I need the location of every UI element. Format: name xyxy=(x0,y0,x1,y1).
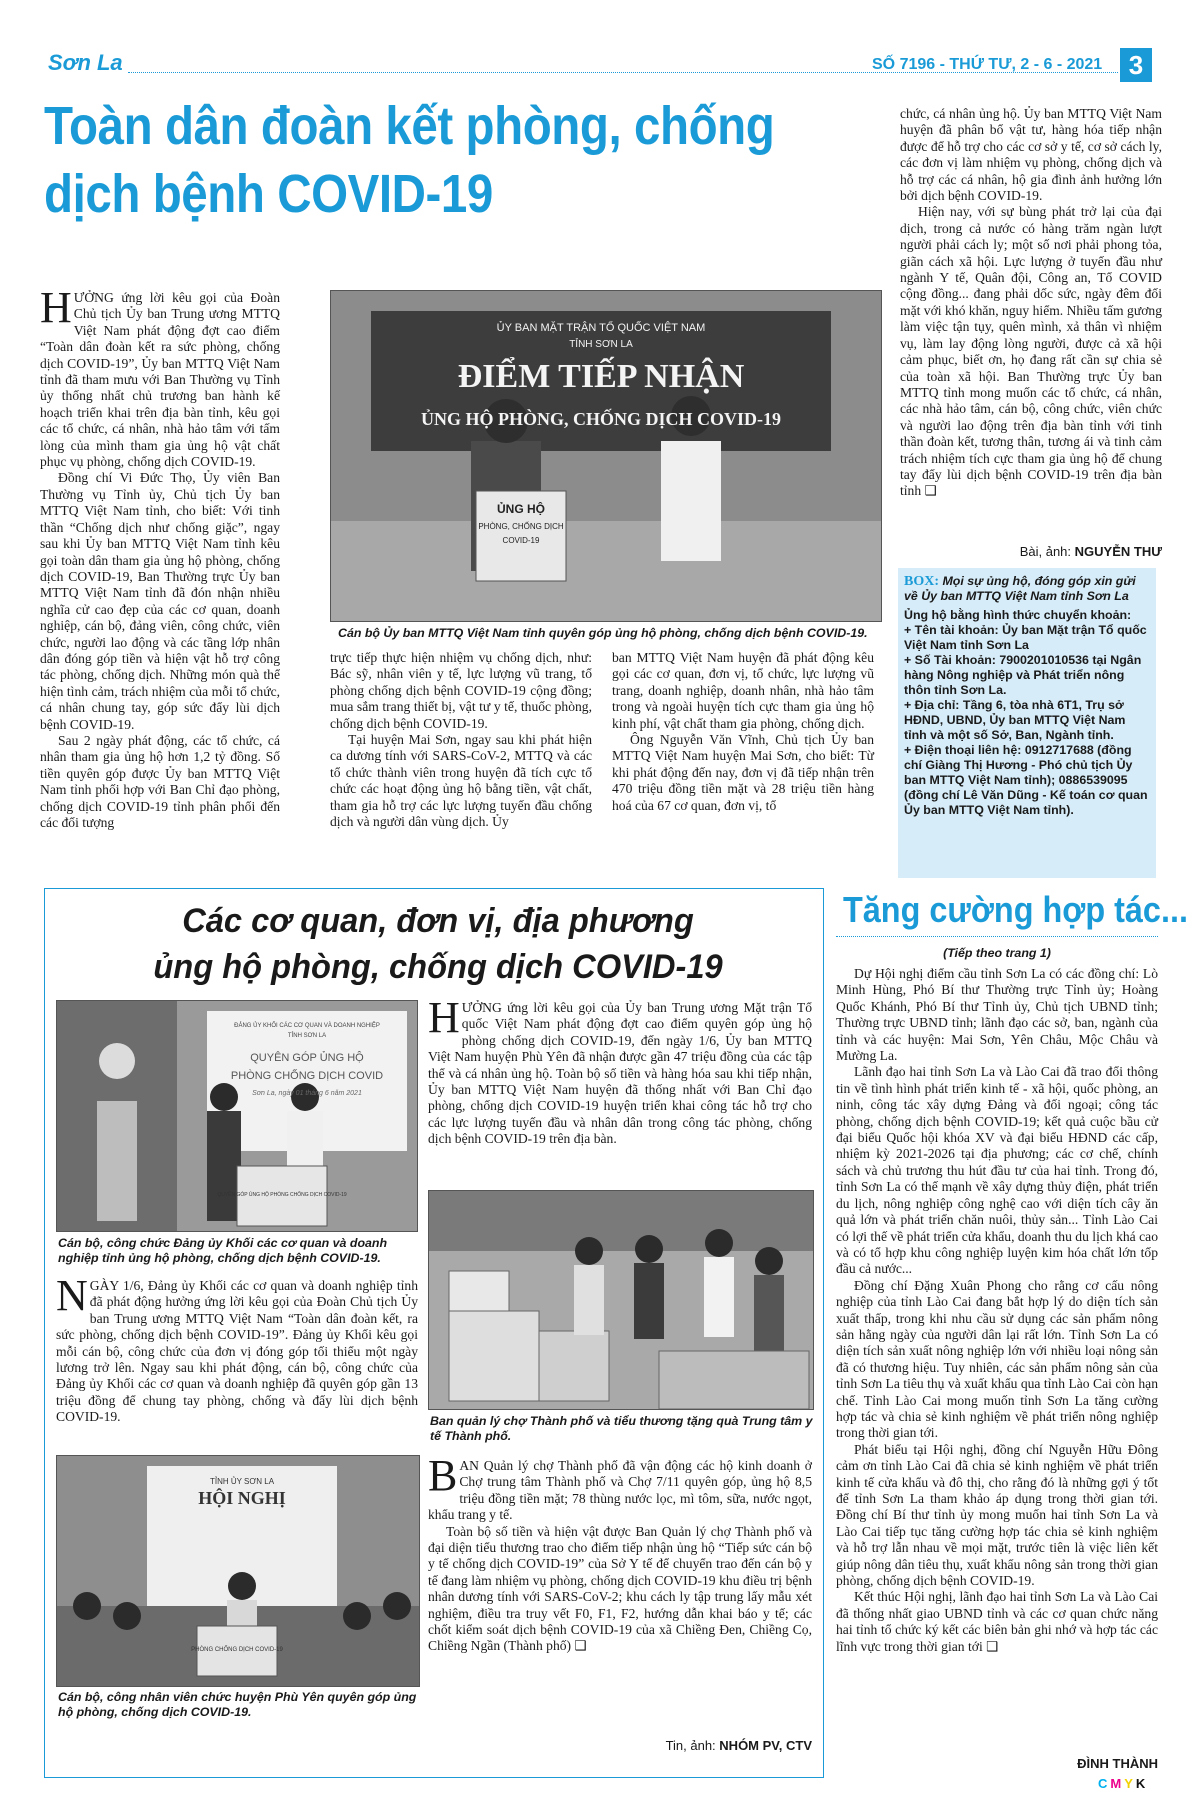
article3-p4: Phát biểu tại Hội nghị, đồng chí Nguyễn Hữu Đông cảm ơn tỉnh Lào Cai đã chia sẻ kinh nghiệm về phát triển kinh tế cửa khẩu và đô thị, cho rằng đó là những gợi ý tốt để tỉnh Sơn La tham khảo áp dụng trong thời gian tới. Đồng chí Bí thư tỉnh ủy mong muốn hai tỉnh Sơn La và Lào Cai tiếp tục tăng cường hợp tác chia sẻ kinh nghiệm và hỗ trợ lẫn nhau về mọi mặt, trước tiên là việc liên kết giúp nông dân tiêu thụ, xuất khẩu nông sản trong thời gian phòng, chống dịch bệnh COVID-19. xyxy=(836,1441,1158,1589)
photo-banner-line4: ỦNG HỘ PHÒNG, CHỐNG DỊCH COVID-19 xyxy=(421,409,781,429)
dropcap: N xyxy=(56,1271,88,1320)
article1-col4-p2: Hiện nay, với sự bùng phát trở lại của đại dịch, trong cả nước có hàng trăm ngàn lượt người phải cách ly; một số nơi phải phong tỏa, giãn cách xã hội. Lực lượng ở tuyến đầu như ngành Y tế, Quân đội, Công an, Tổ COVID cộng đồng... đang phải dốc sức, ngày đêm đối mặt với khó khăn, nguy hiểm. Nhiều tấm gương làm việc tận tụy, quên mình, xả thân vì nhiệm vụ, làm lay động lòng người, được cả xã hội cảm phục, biết ơn, họ đang rất cần sự chia sẻ của toàn xã hội. Ban Thường trực Ủy ban MTTQ tỉnh mong muốn các tổ chức, cá nhân, các nhà hảo tâm, cán bộ, công chức, viên chức và người lao động trên địa bàn tỉnh với tinh thần đoàn kết, tương thân, tương ái và tinh cảm trách nhiệm tích cực tham gia ủng hộ để chung tay đẩy lùi dịch bệnh COVID-19 trên địa bàn tỉnh xyxy=(900,204,1162,499)
photo3-box-text: PHÒNG CHỐNG DỊCH COVID-19 xyxy=(191,1647,283,1653)
article1-paragraph-2: Đồng chí Vi Đức Thọ, Ủy viên Ban Thường vụ Tỉnh ủy, Chủ tịch Ủy ban MTTQ Việt Nam tỉnh, cho biết: Với tinh thần “Chống dịch như chống giặc”, ngay sau khi Ủy ban MTTQ Việt Nam tỉnh kêu gọi toàn dân tham gia ủng hộ phòng, chống dịch COVID-19, Ban Thường trực Ủy ban MTTQ Việt Nam tỉnh đã đón nhận nhiều nghĩa cử cao đẹp của các cơ quan, doanh nghiệp, cán bộ, đảng viên, công chức, viên chức, người lao động và các tầng lớp nhân dân đóng góp tiền và hiện vật hỗ trợ công tác phòng, chống dịch. Những món quà thể hiện tình cảm, trách nhiệm của mỗi tổ chức, cá nhân chung tay, góp sức đẩy lùi dịch bệnh COVID-19. xyxy=(40,470,280,732)
dropcap: B xyxy=(428,1451,458,1500)
article1-column-3 xyxy=(612,650,874,814)
article1-title-line2: dịch bệnh COVID-19 xyxy=(44,164,493,224)
article1-col2-p1: trực tiếp thực hiện nhiệm vụ chống dịch, như: Bác sỹ, nhân viên y tế, lực lượng vũ trang, tổ phòng chống dịch bệnh COVID-19 cộng đồng; mua sắm trang thiết bị, vật tư y tế, thuốc phòng, chống dịch bệnh COVID-19. xyxy=(330,650,592,731)
article2-paragraph-2 xyxy=(56,1271,418,1426)
end-mark: ❑ xyxy=(986,1638,999,1654)
photo1-banner-line3: QUYÊN GÓP ỦNG HỘ xyxy=(250,1052,364,1064)
box-label: BOX: xyxy=(904,574,939,589)
box-line4: + Địa chỉ: Tầng 6, tòa nhà 6T1, Trụ sở HĐND, UBND, Ủy ban MTTQ Việt Nam tỉnh và một số Sở, Ban, Ngành tỉnh. xyxy=(904,698,1126,742)
article1-byline xyxy=(900,544,1162,559)
article1-col4-p1: chức, cá nhân ủng hộ. Ủy ban MTTQ Việt Nam huyện đã phân bổ vật tư, hàng hóa tiếp nhận được để hỗ trợ cho các cơ sở y tế, cơ sở cách ly, các đơn vị làm nhiệm vụ phòng, chống dịch và hỗ trợ các cá nhân, hộ gia đình ảnh hưởng lớn bởi dịch bệnh COVID-19. xyxy=(900,106,1162,204)
photo3-banner-line2: HỘI NGHỊ xyxy=(198,1488,286,1508)
photo1-banner-line2: TỈNH SƠN LA xyxy=(287,1033,327,1039)
article2-p2-text: GÀY 1/6, Đảng ủy Khối các cơ quan và doanh nghiệp tỉnh đã phát động hưởng ứng lời kêu gọi của Đoàn Chủ tịch Ủy ban Trung ương MTTQ Việt Nam “Toàn dân đoàn kết, ra sức phòng, chống dịch bệnh COVID-19”. Đảng ủy Khối kêu gọi mỗi cán bộ, công chức của đơn vị đóng góp tối thiểu một ngày lương trở lên. Ngay sau khi phát động, cán bộ, công chức của Đảng ủy Khối các cơ quan và doanh nghiệp đã quyên góp gần 13 triệu đồng để chung tay phòng, chống và đẩy lùi dịch bệnh COVID-19. xyxy=(56,1278,418,1425)
page-number: 3 xyxy=(1120,48,1152,82)
photo1-box-text: QUYÊN GÓP ỦNG HỘ PHÒNG CHỐNG DỊCH COVID-19 xyxy=(217,1192,347,1198)
donation-box xyxy=(898,568,1156,878)
article1-title-line1: Toàn dân đoàn kết phòng, chống xyxy=(44,96,775,156)
article2-photo1-caption: Cán bộ, công chức Đảng ủy Khối các cơ quan và doanh nghiệp tỉnh ủng hộ phòng, chống dịch bệnh COVID-19. xyxy=(58,1236,388,1265)
article1-title xyxy=(44,92,810,228)
article2-photo2 xyxy=(428,1190,814,1410)
article3-p5: Kết thúc Hội nghị, lãnh đạo hai tỉnh Sơn La và Lào Cai đã thống nhất giao UBND tỉnh và các cơ quan chức năng hai tỉnh tổ chức ký kết các biên bản ghi nhớ và hợp tác các lĩnh vực trong thời gian tới xyxy=(836,1589,1158,1654)
byline-name: NHÓM PV, CTV xyxy=(719,1738,812,1753)
end-mark: ❑ xyxy=(924,483,937,499)
cmyk-k: K xyxy=(1135,1776,1149,1791)
box-line5: + Điện thoại liên hệ: 0912717688 (đồng chí Giàng Thị Hương - Phó chủ tịch Ủy ban MTTQ Việt Nam tỉnh); 0886539095 (đồng chí Lê Văn Dũng - Kế toán cơ quan Ủy ban MTTQ Việt Nam tỉnh). xyxy=(904,743,1148,817)
article2-title-line1: Các cơ quan, đơn vị, địa phương xyxy=(182,902,694,940)
photo3-banner-line1: TỈNH ỦY SƠN LA xyxy=(209,1477,275,1486)
article2-p4-text: Toàn bộ số tiền và hiện vật được Ban Quản lý chợ Thành phố và đại diện tiểu thương trao cho điểm tiếp nhận ủng hộ “Tiếp sức cán bộ y tế chống dịch COVID-19” của Sở Y tế để chuyển trao đến cán bộ y tế đang làm nhiệm vụ phòng, chống dịch COVID-19 khu điều trị bệnh nhân dương tính với SARS-CoV-2; khu cách ly tập trung lấy mẫu xét nghiệm, điều tra truy vết F0, F1, F2, hướng dẫn khai báo y tế; các chốt kiểm soát dịch bệnh COVID-19 của xã Chiềng Đen, Chiềng Cọ, Chiềng Ngần (Thành phố) xyxy=(428,1523,812,1654)
issue-info: SỐ 7196 - THỨ TƯ, 2 - 6 - 2021 xyxy=(872,56,1103,73)
article1-column-1 xyxy=(40,283,280,831)
article3-p3: Đồng chí Đặng Xuân Phong cho rằng cơ cấu nông nghiệp của tỉnh Lào Cai đang bắt hợp lý do diện tích sản xuất thấp, trong khi nhu cầu sử dụng các sản phẩm nông sản hằng ngày của người dân lại rất lớn. Tỉnh Sơn La có diện tích sản xuất nông nghiệp lớn với nhiều loại nông sản đã có thương hiệu. Tuy nhiên, các sản phẩm nông sản của tỉnh Sơn La tiêu thụ và xuất khẩu qua tỉnh Lào Cai còn hạn chế. Tỉnh Lào Cai mong muốn tỉnh Sơn La tăng cường hợp tác và chia sẻ kinh nghiệm về phát triển nông nghiệp trong thời gian tới. xyxy=(836,1277,1158,1441)
article3-byline xyxy=(836,1756,1158,1771)
article1-col2-p2: Tại huyện Mai Sơn, ngay sau khi phát hiện ca dương tính với SARS-CoV-2, MTTQ và các tổ chức thành viên trong huyện đã tích cực tổ chức các hoạt động ủng hộ bằng tiền, vật chất, tham gia hỗ trợ các lực lượng tuyến đầu chống dịch và người dân vùng dịch. Ủy xyxy=(330,732,592,830)
article2-byline xyxy=(560,1738,812,1753)
box-title: Mọi sự ủng hộ, đóng góp xin gửi về Ủy ban MTTQ Việt Nam tỉnh Sơn La xyxy=(904,574,1136,603)
byline-prefix: Bài, ảnh: xyxy=(1019,544,1072,559)
article2-intro xyxy=(428,993,812,1148)
article2-title xyxy=(73,898,803,990)
photo-banner-line1: ỦY BAN MẶT TRẬN TỔ QUỐC VIỆT NAM xyxy=(496,322,706,334)
article2-photo3-caption: Cán bộ, công nhân viên chức huyện Phù Yên quyên góp ủng hộ phòng, chống dịch COVID-19. xyxy=(58,1690,417,1719)
article1-column-4 xyxy=(900,106,1162,500)
article2-photo2-caption: Ban quản lý chợ Thành phố và tiểu thương tặng quà Trung tâm y tế Thành phố. xyxy=(430,1414,813,1443)
section-name: Sơn La xyxy=(48,50,123,75)
byline-name: NGUYỄN THƯ xyxy=(1074,544,1162,559)
article3-title-rule xyxy=(836,936,1158,937)
box-line2: + Tên tài khoản: Ủy ban Mặt trận Tổ quốc Việt Nam tỉnh Sơn La xyxy=(904,623,1147,652)
article1-paragraph-3: Sau 2 ngày phát động, các tổ chức, cá nhân tham gia ủng hộ hơn 1,2 tỷ đồng. Số tiền quyên góp được Ủy ban MTTQ Việt Nam tỉnh phối hợp với Ban Chỉ đạo phòng, chống dịch COVID-19 tỉnh phân phối đến các đối tượng xyxy=(40,732,280,830)
photo-box-line2: PHÒNG, CHỐNG DỊCH xyxy=(478,522,564,531)
dropcap: H xyxy=(40,283,72,332)
photo-box-line3: COVID-19 xyxy=(502,536,540,545)
cmyk-y: Y xyxy=(1124,1776,1136,1791)
article2-intro-text: ƯỞNG ứng lời kêu gọi của Ủy ban Trung ương Mặt trận Tổ quốc Việt Nam phát động đợt cao điểm quyên góp ủng hộ phòng chống dịch COVID-19, đến ngày 1/6, Ủy ban MTTQ Việt Nam huyện Phù Yên đã nhận được gần 47 triệu đồng của các tập thể và cá nhân ủng hộ. Toàn bộ số tiền và hàng hóa sau khi tiếp nhận, Ủy ban MTTQ Việt Nam huyện đã thống nhất với Ban Chỉ đạo phòng, chống dịch COVID-19 huyện triển khai công tác hỗ trợ cho các lực lượng tuyến đầu và nhân dân trong công tác phòng, chống dịch bệnh COVID-19 trên địa bàn. xyxy=(428,1000,812,1147)
dropcap: H xyxy=(428,993,460,1042)
end-mark: ❑ xyxy=(574,1638,587,1654)
cmyk-marks xyxy=(1098,1776,1148,1791)
byline-prefix: Tin, ảnh: xyxy=(665,1738,716,1753)
article1-photo-caption: Cán bộ Ủy ban MTTQ Việt Nam tỉnh quyên góp ủng hộ phòng, chống dịch bệnh COVID-19. xyxy=(338,626,868,640)
article2-p3-text: AN Quản lý chợ Thành phố đã vận động các hộ kinh doanh ở Chợ trung tâm Thành phố và Chợ 7/11 quyên góp, ủng hộ 8,5 triệu đồng tiền mặt; 78 thùng nước lọc, mì tôm, sữa, nước ngọt, khẩu trang y tế. xyxy=(428,1458,812,1523)
photo1-banner-line5: Sơn La, ngày 01 tháng 6 năm 2021 xyxy=(252,1090,362,1097)
photo-box-line1: ỦNG HỘ xyxy=(497,502,545,516)
article3-body xyxy=(836,966,1158,1655)
article1-column-2 xyxy=(330,650,592,830)
article1-paragraph-1: ƯỞNG ứng lời kêu gọi của Đoàn Chủ tịch Ủy ban Trung ương MTTQ Việt Nam phát động đợt cao điểm “Toàn dân đoàn kết ra sức phòng, chống dịch COVID-19”, Ủy ban MTTQ Việt Nam tỉnh đã tham mưu với Ban Thường vụ Tỉnh ủy thống nhất chủ trương ban hành kế hoạch triển khai trên địa bàn tỉnh, kêu gọi các tổ chức, cá nhân, nhà hảo tâm với tấm lòng của mình tham gia ủng hộ vật chất phục vụ phòng, chống dịch COVID-19. xyxy=(40,290,280,470)
article2-photo1 xyxy=(56,1000,418,1232)
cmyk-c: C xyxy=(1098,1776,1111,1791)
article3-p2: Lãnh đạo hai tỉnh Sơn La và Lào Cai đã trao đổi thông tin về tình hình phát triển kinh tế - xã hội, quốc phòng, an ninh, công tác xây dựng Đảng và đối ngoại; công tác phòng, chống dịch bệnh COVID-19; kết quả cuộc bầu cử đại biểu Quốc hội khóa XV và đại biểu HĐND các cấp, nhiệm kỳ 2021-2026 tại địa phương; các cơ chế, chính sách và chủ trương thu hút đầu tư của hai tỉnh. Trong đó, tỉnh Sơn La có thế mạnh về xây dựng thủy điện, phát triển du lịch, nông nghiệp công nghệ cao với diện tích cây ăn quả lớn và phát triển chăn nuôi, thủy sản... Tỉnh Lào Cai có lợi thế về phát triển cửa khẩu, doanh thu du lịch khá cao và có tổ hợp khu công nghiệp luyện kim hóa chất lớn tốp đầu cả nước... xyxy=(836,1064,1158,1277)
article3-title: Tăng cường hợp tác... xyxy=(843,889,1188,930)
article3-p1: Dự Hội nghị điểm cầu tỉnh Sơn La có các đồng chí: Lò Minh Hùng, Phó Bí thư Thường trực Tỉnh ủy; Hoàng Quốc Khánh, Phó Bí thư Tỉnh ủy, Chủ tịch UBND tỉnh; Thường trực UBND tỉnh; lãnh đạo các sở, ban, ngành của tỉnh và các huyện: Mai Sơn, Yên Châu, Mộc Châu và Mường La. xyxy=(836,966,1158,1064)
article2-paragraph-3 xyxy=(428,1451,812,1655)
byline-name: ĐÌNH THÀNH xyxy=(1077,1756,1158,1771)
photo1-banner-line4: PHÒNG CHỐNG DỊCH COVID xyxy=(230,1070,384,1082)
photo-banner-line3: ĐIỂM TIẾP NHẬN xyxy=(457,358,745,395)
box-line1: Ủng hộ bằng hình thức chuyển khoản: xyxy=(904,608,1132,622)
article3-continued: (Tiếp theo trang 1) xyxy=(943,946,1051,960)
photo1-banner-line1: ĐẢNG ỦY KHỐI CÁC CƠ QUAN VÀ DOANH NGHIỆP xyxy=(234,1023,380,1029)
article2-photo3 xyxy=(56,1455,420,1687)
box-line3: + Số Tài khoản: 7900201010536 tại Ngân hàng Nông nghiệp và Phát triển nông thôn tỉnh Sơn La. xyxy=(904,653,1142,697)
cmyk-m: M xyxy=(1110,1776,1125,1791)
article1-col3-p2: Ông Nguyễn Văn Vĩnh, Chủ tịch Ủy ban MTTQ Việt Nam huyện Mai Sơn, cho biết: Từ khi phát động đến nay, đơn vị đã tiếp nhận trên 470 triệu đồng tiền mặt và 28 triệu tiền hàng hoá của 67 cơ quan, đơn vị, tổ xyxy=(612,732,874,813)
article1-photo xyxy=(330,290,882,622)
article2-title-line2: ủng hộ phòng, chống dịch COVID-19 xyxy=(153,948,723,986)
article1-col3-p1: ban MTTQ Việt Nam huyện đã phát động kêu gọi các cơ quan, đơn vị, tổ chức, lực lượng vũ trang, doanh nghiệp, doanh nhân, nhà hảo tâm trong và ngoài huyện tích cực tham gia ủng hộ kinh phí, vật chất tham gia phòng, chống dịch. xyxy=(612,650,874,731)
photo-banner-line2: TỈNH SƠN LA xyxy=(569,339,633,350)
